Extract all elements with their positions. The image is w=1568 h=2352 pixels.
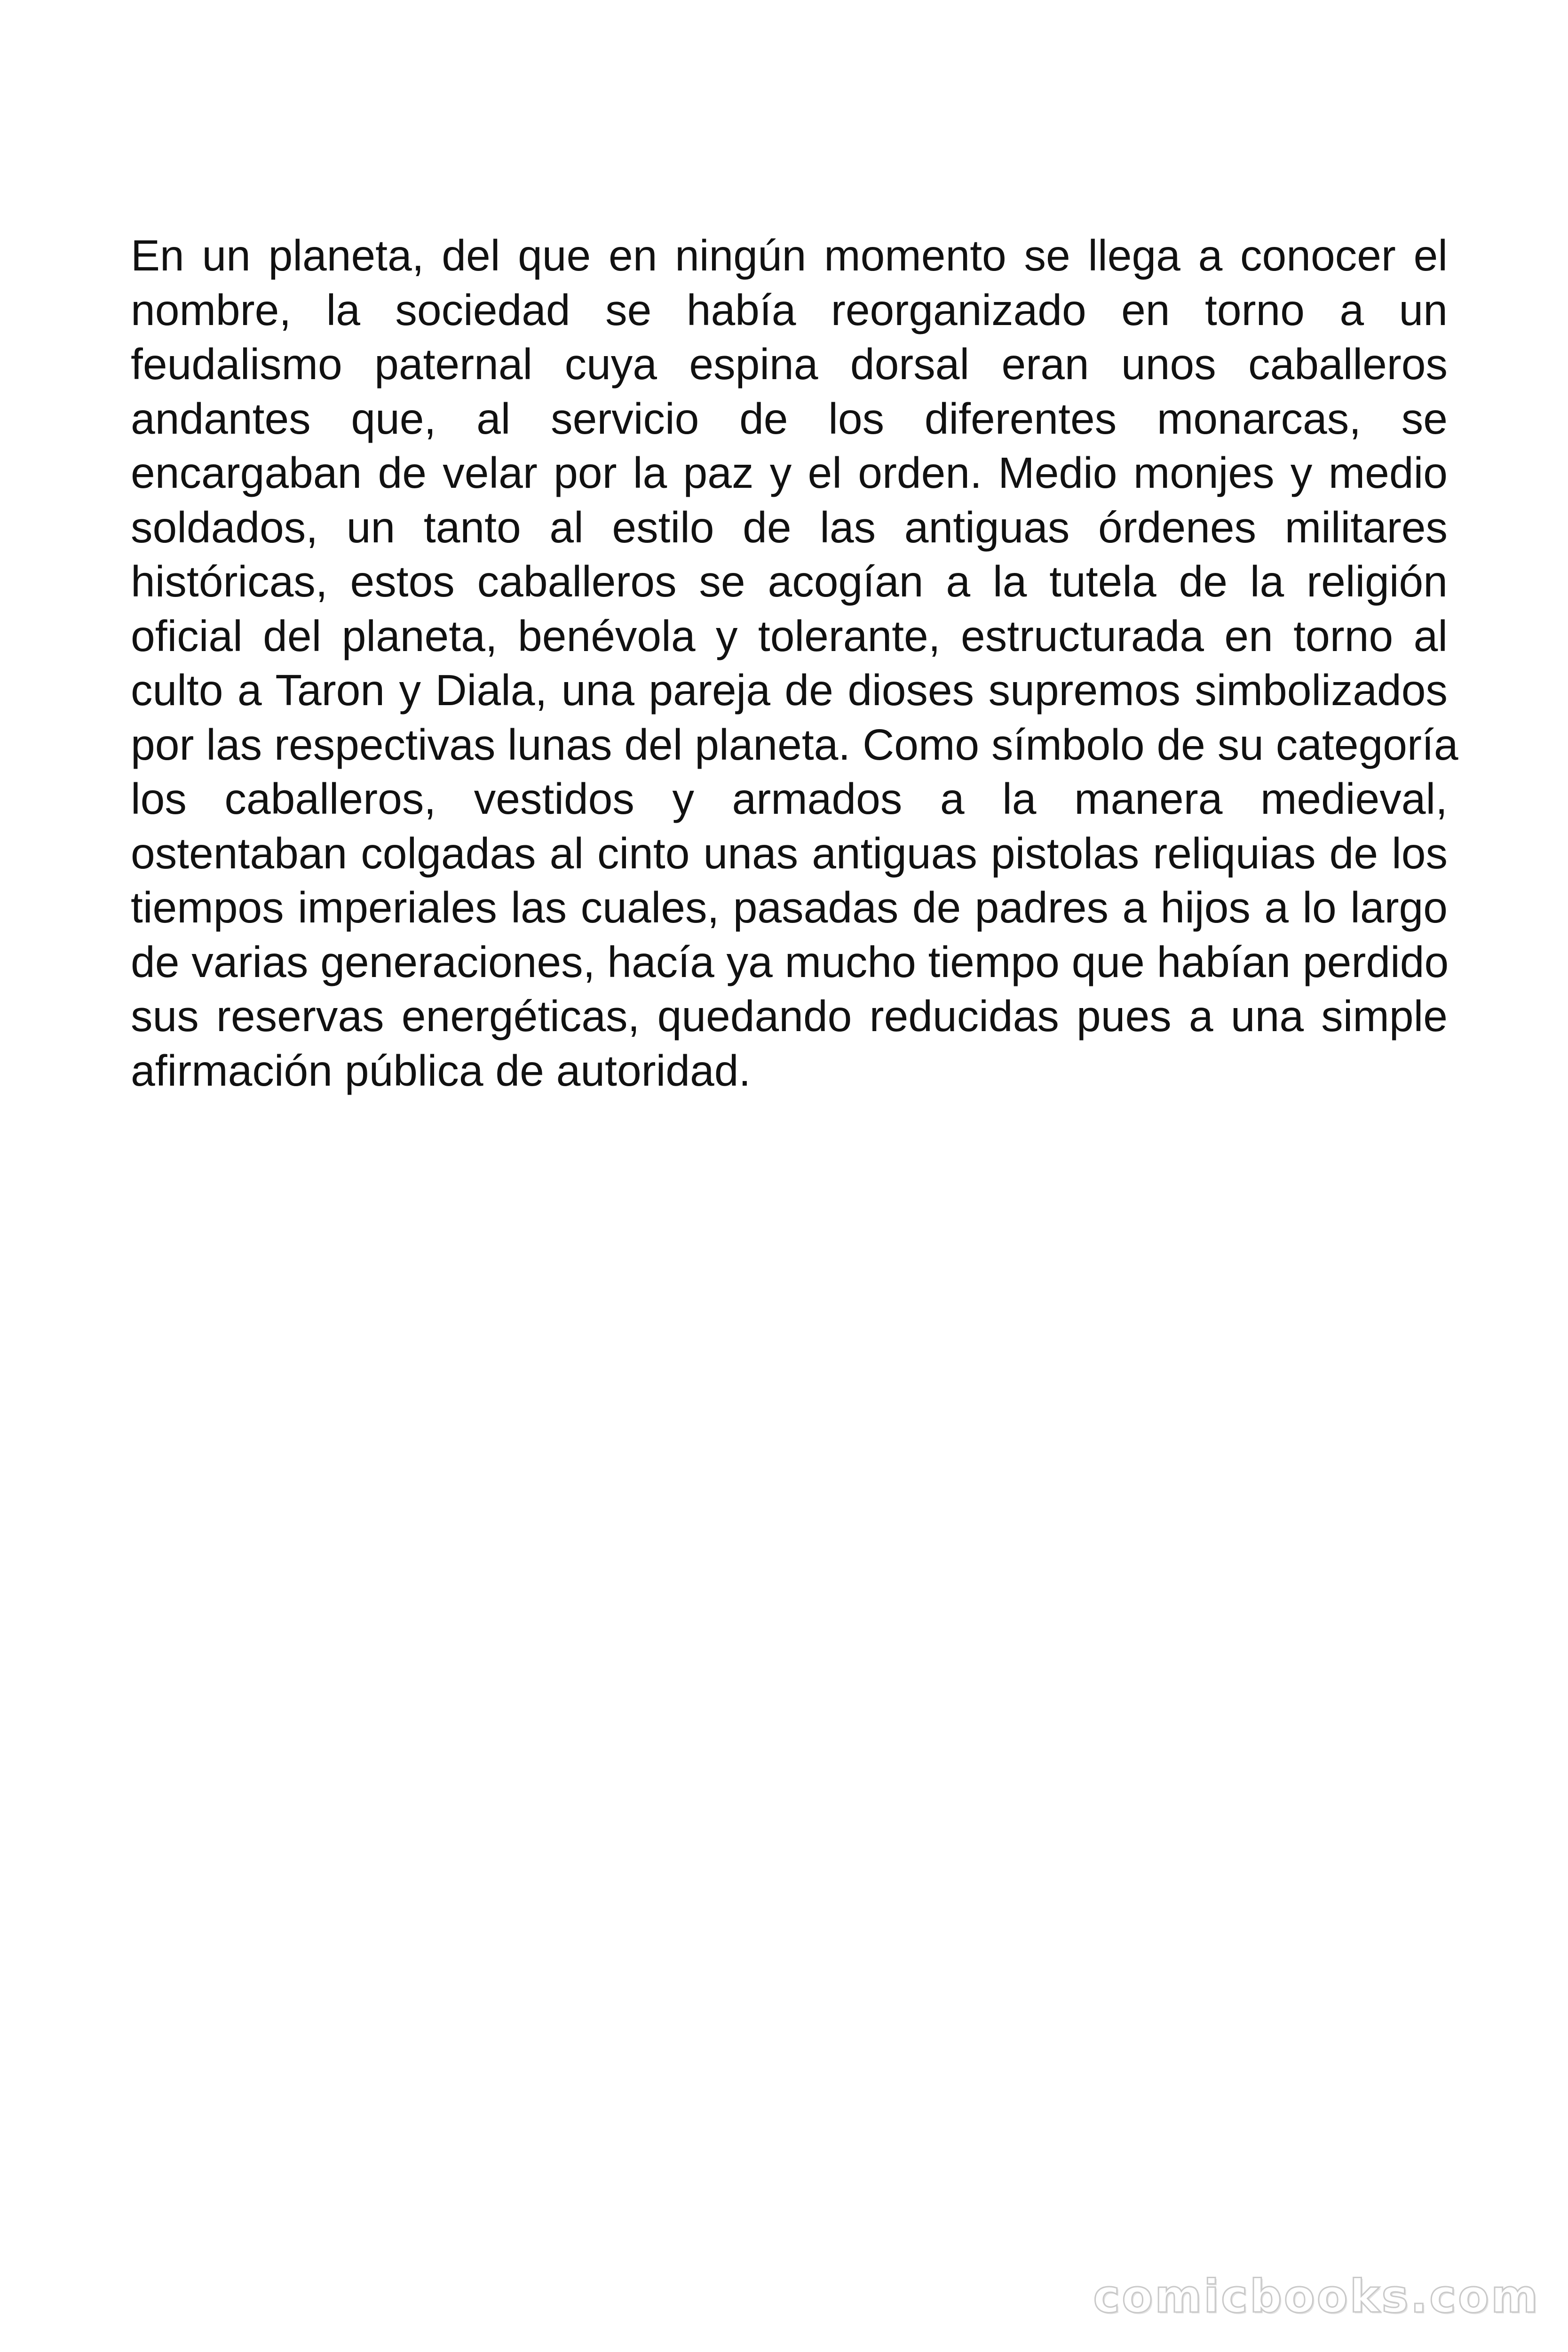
paragraph-line: encargaban de velar por la paz y el orden. Medio monjes y medio xyxy=(131,448,1448,497)
paragraph-line: por las respectivas lunas del planeta. Como símbolo de su categoría xyxy=(131,720,1458,769)
paragraph-line: soldados, un tanto al estilo de las antiguas órdenes militares xyxy=(131,502,1448,552)
paragraph-line: históricas, estos caballeros se acogían a la tutela de la religión xyxy=(131,557,1448,606)
paragraph-line: feudalismo paternal cuya espina dorsal eran unos caballeros xyxy=(131,340,1448,389)
paragraph-line: nombre, la sociedad se había reorganizado en torno a un xyxy=(131,285,1448,334)
body-paragraph xyxy=(131,229,1458,1098)
paragraph-line: tiempos imperiales las cuales, pasadas de padres a hijos a lo largo xyxy=(131,883,1448,932)
paragraph-line: de varias generaciones, hacía ya mucho tiempo que habían perdido xyxy=(131,937,1449,986)
paragraph-line: oficial del planeta, benévola y tolerante, estructurada en torno al xyxy=(131,611,1448,660)
paragraph-line: sus reservas energéticas, quedando reducidas pues a una simple xyxy=(131,992,1448,1041)
paragraph-line: culto a Taron y Diala, una pareja de dioses supremos simbolizados xyxy=(131,666,1448,715)
paragraph-line: andantes que, al servicio de los diferentes monarcas, se xyxy=(131,394,1448,443)
paragraph-line: ostentaban colgadas al cinto unas antiguas pistolas reliquias de los xyxy=(131,828,1448,878)
paragraph-line: los caballeros, vestidos y armados a la manera medieval, xyxy=(131,774,1448,823)
watermark-logo: comicbooks.com xyxy=(1093,2270,1540,2323)
paragraph-line: afirmación pública de autoridad. xyxy=(131,1046,751,1095)
paragraph-line: En un planeta, del que en ningún momento se llega a conocer el xyxy=(131,231,1448,280)
